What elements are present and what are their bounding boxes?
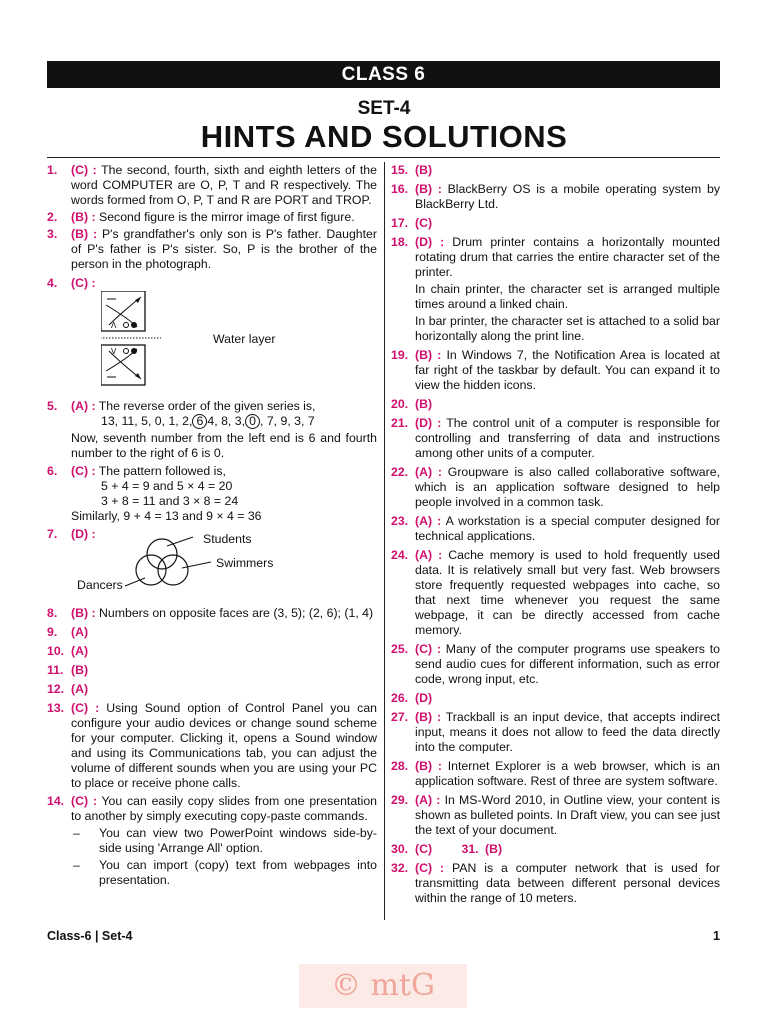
answer-key: (C) <box>415 216 433 230</box>
question-number: 23. <box>391 514 409 528</box>
answer-key: (D) : <box>71 527 96 541</box>
question-number: 25. <box>391 642 409 656</box>
answer-key: (C) : <box>415 642 441 656</box>
solution-text: You can easily copy slides from one presentation to another by simply executing copy-paste commands. <box>71 794 378 823</box>
dash-marker: – <box>73 826 80 840</box>
reverse-series <box>71 414 377 429</box>
question-number: 9. <box>47 625 58 639</box>
question-number: 24. <box>391 548 409 562</box>
question-21 <box>391 416 720 461</box>
set-heading: SET-4 <box>357 98 411 119</box>
question-number: 13. <box>47 701 65 715</box>
question-29 <box>391 793 720 838</box>
answer-key: (B) : <box>71 606 96 620</box>
question-number: 5. <box>47 399 58 413</box>
swimmers-label: Swimmers <box>216 556 274 570</box>
question-16 <box>391 182 720 212</box>
question-24 <box>391 548 720 638</box>
solution-text: Using Sound option of Control Panel you can configure your audio devices or change sound scheme for your computer. Clicking it, opens a Sound window and using its Communications tab, you can adjust the volume of different sounds when you are using your PC to place or receive phone calls. <box>71 701 377 790</box>
answer-key: (D) : <box>415 235 445 249</box>
answer-key: (A) <box>71 625 89 639</box>
question-2 <box>47 210 377 225</box>
question-11 <box>47 663 377 678</box>
footer-label: Class-6 | Set-4 <box>47 929 133 943</box>
answer-key: (A) : <box>71 399 96 413</box>
question-number: 6. <box>47 464 58 478</box>
question-10 <box>47 644 377 659</box>
question-number: 11. <box>47 663 64 677</box>
question-27 <box>391 710 720 755</box>
question-4 <box>47 276 377 391</box>
solution-text: BlackBerry OS is a mobile operating system by BlackBerry Ltd. <box>415 182 720 211</box>
question-8 <box>47 606 377 621</box>
bullet-text: You can view two PowerPoint windows side-by-side using 'Arrange All' option. <box>99 826 377 855</box>
question-number: 8. <box>47 606 58 620</box>
question-number: 15. <box>391 163 409 177</box>
solution-text: The control unit of a computer is responsible for controlling and transferring of data and instructions among other units of a computer. <box>415 416 721 460</box>
solution-text: Now, seventh number from the left end is 6 and fourth number to the right of 6 is 0. <box>71 431 377 460</box>
students-label: Students <box>203 532 252 546</box>
answer-key: (A) : <box>415 514 442 528</box>
mtg-logo: © mtG <box>299 964 467 1008</box>
solution-text: Cache memory is used to hold frequently used data. It is relatively small but very fast. Web browsers store frequently requested webpages into cache, so that next time whenever you request the same webpage, it can be directly accessed from cache memory. <box>415 548 720 637</box>
answer-key: (A) : <box>415 465 442 479</box>
series-part: , 7, 9, 3, 7 <box>260 414 315 428</box>
bullet-item <box>71 858 377 888</box>
page-number: 1 <box>713 929 720 943</box>
water-layer-label: Water layer <box>213 332 276 346</box>
solution-text: PAN is a computer network that is used for transmitting data between different personal devices within the range of 10 meters. <box>415 861 720 905</box>
solution-text: In MS-Word 2010, in Outline view, your content is shown as bulleted points. In Draft view, you can see just the text of your document. <box>415 793 720 837</box>
question-number: 17. <box>391 216 409 230</box>
answer-key: (C) : <box>71 701 100 715</box>
answer-key: (B) <box>485 842 503 856</box>
answer-key: (A) : <box>415 548 443 562</box>
question-number: 20. <box>391 397 409 411</box>
question-19 <box>391 348 720 393</box>
question-25 <box>391 642 720 687</box>
question-number: 4. <box>47 276 58 290</box>
question-number: 30. <box>391 842 409 856</box>
answer-key: (C) : <box>71 276 96 290</box>
question-number: 32. <box>391 861 409 875</box>
solution-text: The second, fourth, sixth and eighth letters of the word COMPUTER are O, P, T and R respectively. The words formed from O, P, T and R are PORT and TROP. <box>71 163 377 207</box>
circled-number: 0 <box>245 414 260 429</box>
question-13 <box>47 701 377 791</box>
question-number: 2. <box>47 210 58 224</box>
answer-key: (A) : <box>415 793 441 807</box>
question-17 <box>391 216 720 231</box>
question-26 <box>391 691 720 706</box>
venn-figure <box>71 532 377 604</box>
answer-key: (A) <box>71 682 89 696</box>
page-title: HINTS AND SOLUTIONS <box>200 119 568 154</box>
answer-key: (B) <box>415 397 433 411</box>
solution-text: In Windows 7, the Notification Area is located at far right of the taskbar by default. You can expand it to view the hidden icons. <box>415 348 720 392</box>
solution-paragraph: In bar printer, the character set is attached to a solid bar horizontally along the print line. <box>415 314 720 343</box>
question-18 <box>391 235 720 344</box>
answer-key: (B) : <box>415 710 442 724</box>
bullet-text: You can import (copy) text from webpages into presentation. <box>99 858 377 887</box>
question-number: 22. <box>391 465 409 479</box>
class-banner: CLASS 6 <box>47 61 720 88</box>
question-number: 26. <box>391 691 409 705</box>
solution-text: Trackball is an input device, that accepts indirect input, means it does not allow to feed the data directly into the computer. <box>415 710 720 754</box>
question-number: 19. <box>391 348 409 362</box>
question-5 <box>47 399 377 429</box>
question-32 <box>391 861 720 906</box>
answer-key: (C) : <box>71 163 97 177</box>
answer-key: (B) : <box>415 182 442 196</box>
answer-key: (C) <box>415 842 433 856</box>
question-9 <box>47 625 377 640</box>
dash-marker: – <box>73 858 80 872</box>
answer-key: (B) <box>71 663 89 677</box>
column-divider <box>384 162 385 920</box>
answer-key: (C) : <box>71 794 97 808</box>
answer-key: (B) : <box>415 348 442 362</box>
solution-text: A workstation is a special computer designed for technical applications. <box>415 514 720 543</box>
solution-text: Many of the computer programs use speakers to send audio cues for different information, such as error code, wrong input, etc. <box>415 642 720 686</box>
answer-key: (C) : <box>415 861 445 875</box>
answer-key: (B) : <box>71 210 96 224</box>
series-part: 4, 8, 3, <box>207 414 245 428</box>
question-number: 12. <box>47 682 65 696</box>
question-number: 21. <box>391 416 409 430</box>
question-7 <box>47 527 377 604</box>
solution-text: Groupware is also called collaborative software, which is an application software designed to help people involved in a common task. <box>415 465 720 509</box>
right-column <box>391 163 720 908</box>
question-number: 7. <box>47 527 58 541</box>
series-part: 13, 11, 5, 0, 1, 2, <box>101 414 193 428</box>
question-28 <box>391 759 720 789</box>
answer-key: (D) : <box>415 416 442 430</box>
svg-text:V: V <box>111 347 117 356</box>
solution-text: Internet Explorer is a web browser, which is an application software. Rest of three are system software. <box>415 759 720 788</box>
question-22 <box>391 465 720 510</box>
solution-text: P's grandfather's only son is P's father. Daughter of P's father is P's sister. So, P is the brother of the person in the photograph. <box>71 227 377 271</box>
question-number: 3. <box>47 227 58 241</box>
solution-paragraph: In chain printer, the character set is arranged multiple times around a linked chain. <box>415 282 720 311</box>
question-number: 29. <box>391 793 409 807</box>
question-1 <box>47 163 377 208</box>
question-6 <box>47 464 377 524</box>
answer-key: (D) <box>415 691 433 705</box>
question-20 <box>391 397 720 412</box>
left-column <box>47 163 377 890</box>
question-number: 14. <box>47 794 65 808</box>
svg-text:Λ: Λ <box>111 321 117 330</box>
equation-line: Similarly, 9 + 4 = 13 and 9 × 4 = 36 <box>71 509 262 523</box>
dancers-label: Dancers <box>77 578 123 592</box>
solution-text: The pattern followed is, <box>98 464 226 478</box>
question-number: 1. <box>47 163 58 177</box>
question-23 <box>391 514 720 544</box>
question-3 <box>47 227 377 272</box>
solution-text: Numbers on opposite faces are (3, 5); (2, 6); (1, 4) <box>99 606 374 620</box>
question-number: 16. <box>391 182 409 196</box>
title-rule <box>47 157 720 158</box>
answer-key: (C) : <box>71 464 96 478</box>
question-12 <box>47 682 377 697</box>
answer-key: (B) : <box>71 227 98 241</box>
solution-text: Second figure is the mirror image of first figure. <box>99 210 355 224</box>
question-14 <box>47 794 377 888</box>
question-number: 18. <box>391 235 409 249</box>
question-number: 27. <box>391 710 409 724</box>
answer-key: (A) <box>71 644 89 658</box>
solution-text: The reverse order of the given series is, <box>98 399 316 413</box>
answer-key: (B) : <box>415 759 442 773</box>
solution-text: Drum printer contains a horizontally mounted rotating drum that carries the entire character set of the printer. <box>415 235 720 279</box>
question-15 <box>391 163 720 178</box>
equation-line: 3 + 8 = 11 and 3 × 8 = 24 <box>101 494 239 508</box>
question-number: 10. <box>47 644 65 658</box>
mirror-figure <box>71 291 377 391</box>
bullet-item <box>71 826 377 856</box>
question-30-31 <box>391 842 720 857</box>
question-number: 31. <box>461 842 479 856</box>
question-number: 28. <box>391 759 409 773</box>
equation-line: 5 + 4 = 9 and 5 × 4 = 20 <box>101 479 233 493</box>
circled-number: 6 <box>192 414 207 429</box>
answer-key: (B) <box>415 163 433 177</box>
